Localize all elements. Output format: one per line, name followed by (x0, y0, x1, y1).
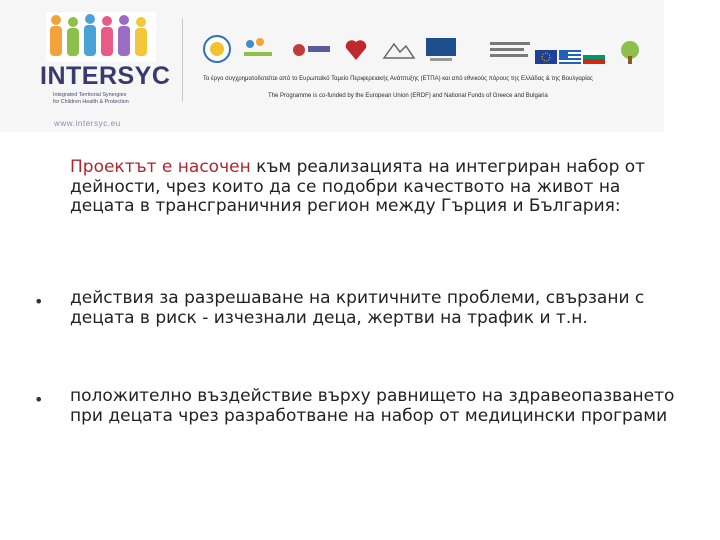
bullet-text: действия за разрешаване на критичните проблеми, свързани с децата в риск - изчезнали деца, жертви на трафик и т.н. (70, 288, 645, 328)
intro-body: към реализацията на интегриран набор от дейности, чрез които да се подобри качеството на живот на децата в трансграничния регион между Гърция и България: (70, 157, 646, 216)
intro-paragraph (70, 158, 680, 217)
bullet-icon: • (34, 390, 44, 409)
logo-wordmark: INTERSYC (40, 62, 171, 90)
intro-lead: Проектът е насочен (70, 157, 251, 177)
logo-url: www.intersyc.eu (54, 119, 121, 128)
programme-text-english: The Programme is co-funded by the European Union (ERDF) and National Funds of Greece and Bulgaria (268, 93, 548, 99)
bullet-text: положително въздействие върху равнището на здравеопазването при децата чрез разработване на набор от медицински програми (70, 386, 675, 426)
logo-tagline-line: Integrated Territorial Synergies (53, 92, 127, 98)
logo-tagline-line: for Children Health & Protection (53, 98, 129, 105)
programme-text-greek: Το έργο συγχρηματοδοτείται από το Ευρωπαϊκό Ταμείο Περιφερειακής Ανάπτυξης (ΕΤΠΑ) και από εθνικούς πόρους της Ελλάδας & της Βουλγαρίας (203, 76, 593, 82)
bullet-icon: • (34, 292, 44, 311)
